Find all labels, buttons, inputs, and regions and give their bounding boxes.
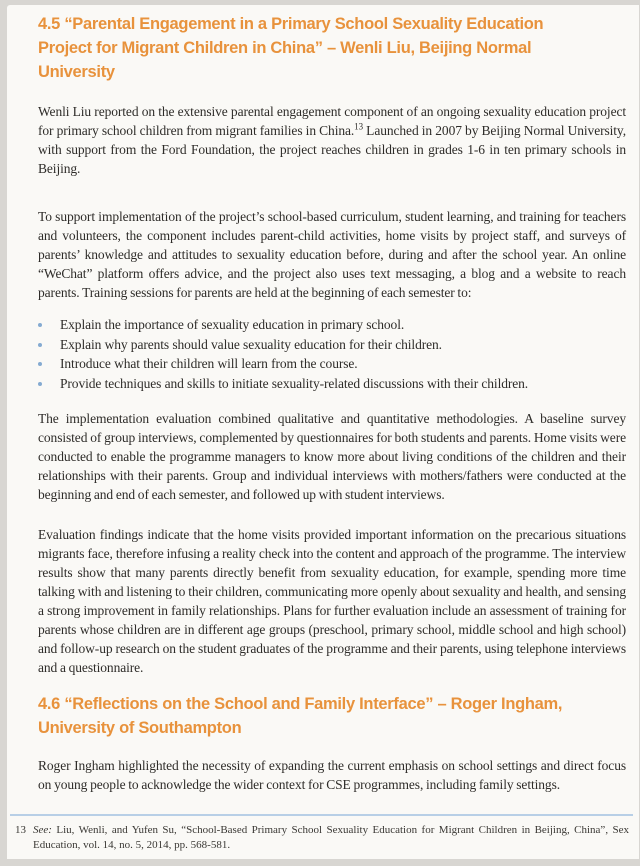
document-page bbox=[7, 5, 639, 859]
section-4-6-heading bbox=[38, 692, 626, 740]
list-item bbox=[38, 374, 626, 394]
footnote-text bbox=[33, 823, 629, 853]
paragraph-project-components: To support implementation of the project’s school-based curriculum, student learning, and training for teachers and volunteers, the component includes parent-child activities, home visits by project staff, and surveys of parents’ knowledge and attitudes to sexuality education before, during and after the school year. An online “WeChat” platform offers advice, and the project also uses text messaging, a blog and a website to reach parents. Training sessions for parents are held at the beginning of each semester to: bbox=[38, 209, 626, 300]
list-item-text: Explain why parents should value sexuality education for their children. bbox=[60, 336, 442, 352]
paragraph-roger-ingham-intro: Roger Ingham highlighted the necessity of expanding the current emphasis on school settings and direct focus on young people to acknowledge the wider context for CSE programmes, including family settings. bbox=[38, 758, 626, 792]
list-item bbox=[38, 335, 626, 355]
heading-line: 4.6 “Reflections on the School and Family Interface” – Roger Ingham, bbox=[38, 695, 563, 713]
bullet-dot-icon bbox=[38, 343, 42, 347]
bullet-dot-icon bbox=[38, 382, 42, 386]
bullet-dot-icon bbox=[38, 323, 42, 327]
list-item bbox=[38, 315, 626, 335]
heading-line: University of Southampton bbox=[38, 719, 242, 737]
footnote-reference-13[interactable]: 13 bbox=[354, 121, 363, 132]
footnote-separator-rule bbox=[10, 814, 633, 816]
training-session-goals-list bbox=[38, 315, 626, 393]
footnote-see-label: See: bbox=[33, 824, 52, 836]
heading-line: 4.5 “Parental Engagement in a Primary School Sexuality Education bbox=[38, 15, 544, 33]
page-content bbox=[38, 12, 626, 794]
list-item-text: Provide techniques and skills to initiate sexuality-related discussions with their children. bbox=[60, 375, 529, 391]
footnote-number: 13 bbox=[15, 824, 26, 836]
paragraph-evaluation-findings: Evaluation findings indicate that the home visits provided important information on the precarious situations migrants face, therefore infusing a reality check into the content and approach of the programme. The interview results show that many parents directly benefit from sexuality education, for example, spending more time talking with and listening to their children, communicating more openly about sexuality and health, and sensing a strong improvement in family relationships. Plans for further evaluation include an assessment of training for parents whose children are in different age groups (preschool, primary school, middle school and high school) and follow-up research on the student graduates of the programme and their parents, using telephone interviews and a questionnaire. bbox=[38, 527, 626, 675]
paragraph-implementation-evaluation: The implementation evaluation combined qualitative and quantitative methodologies. A baseline survey consisted of group interviews, complemented by questionnaires for both students and parents. Home visits were conducted to enable the programme managers to know more about living conditions of the children and their relationships with their parents. Group and individual interviews with mothers/fathers were conducted at the beginning and end of each semester, and followed up with student interviews. bbox=[38, 411, 626, 502]
footnote-13 bbox=[15, 823, 629, 853]
list-item-text: Introduce what their children will learn from the course. bbox=[60, 356, 358, 371]
heading-line: University bbox=[38, 63, 115, 81]
section-4-5-heading bbox=[38, 12, 626, 84]
footnote-row bbox=[15, 823, 629, 853]
bullet-dot-icon bbox=[38, 362, 42, 366]
footnote-citation: Liu, Wenli, and Yufen Su, “School-Based Primary School Sexuality Education for Migrant Children in Beijing, China”, Sex Education, vol. 14, no. 5, 2014, pp. 568-581. bbox=[33, 824, 630, 851]
heading-line: Project for Migrant Children in China” – Wenli Liu, Beijing Normal bbox=[38, 39, 532, 57]
paragraph-parental-engagement-intro bbox=[38, 102, 626, 178]
list-item-text: Explain the importance of sexuality education in primary school. bbox=[60, 317, 405, 332]
list-item bbox=[38, 354, 626, 374]
paragraph-text: Wenli Liu reported on the extensive parental engagement component of an ongoing sexuality education project for primary school children from migrant families in China. bbox=[38, 104, 626, 138]
paragraph-text: Launched in 2007 by Beijing Normal University, with support from the Ford Foundation, the project reaches children in grades 1-6 in ten primary schools in Beijing. bbox=[38, 123, 626, 176]
